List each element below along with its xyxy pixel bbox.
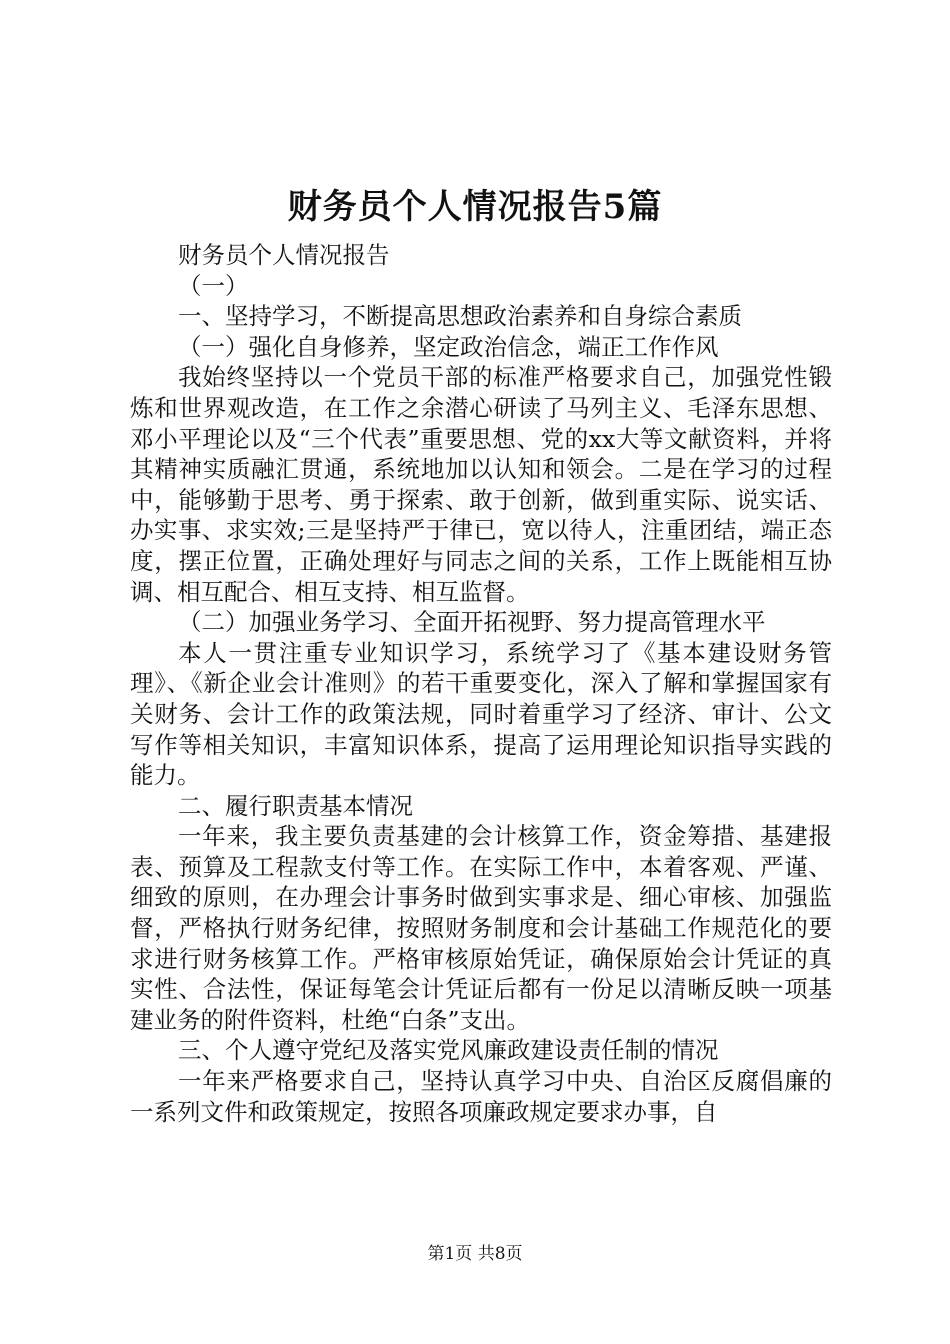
page-footer: 第1页 共8页 [427, 1244, 523, 1264]
paragraph-integrity: 一年来严格要求自己，坚持认真学习中央、自治区反腐倡廉的一系列文件和政策规定，按照各项廉政规定要求办事，自 [130, 1067, 832, 1126]
heading-section-one: 一、坚持学习，不断提高思想政治素养和自身综合素质 [178, 302, 742, 331]
heading-section-two: 二、履行职责基本情况 [178, 791, 413, 820]
heading-section-three: 三、个人遵守党纪及落实党风廉政建设责任制的情况 [178, 1036, 719, 1065]
paragraph-subtitle: 财务员个人情况报告 [178, 241, 390, 269]
paragraph-section-number: （一） [178, 271, 249, 300]
paragraph-duties: 一年来，我主要负责基建的会计核算工作，资金筹措、基建报表、预算及工程款支付等工作。在实际工作中，本着客观、严谨、细致的原则，在办理会计事务时做到实事求是、细心审核、加强监督，严格执行财务纪律，按照财务制度和会计基础工作规范化的要求进行财务核算工作。严格审核原始凭证，确保原始会计凭证的真实性、合法性，保证每笔会计凭证后都有一份足以清晰反映一项基建业务的附件资料，杜绝“白条”支出。 [130, 822, 832, 1034]
heading-subsection-one: （一）强化自身修养，坚定政治信念，端正工作作风 [178, 332, 719, 361]
document-body [130, 240, 832, 1127]
document-title: 财务员个人情况报告5篇 [287, 187, 663, 227]
paragraph-professional-study: 本人一贯注重专业知识学习，系统学习了《基本建设财务管理》、《新企业会计准则》的若干重要变化，深入了解和掌握国家有关财务、会计工作的政策法规，同时着重学习了经济、审计、公文写作等相关知识，丰富知识体系，提高了运用理论知识指导实践的能力。 [130, 638, 832, 790]
heading-subsection-two: （二）加强业务学习、全面开拓视野、努力提高管理水平 [178, 608, 766, 637]
paragraph-self-cultivation: 我始终坚持以一个党员干部的标准严格要求自己，加强党性锻炼和世界观改造，在工作之余潜心研读了马列主义、毛泽东思想、邓小平理论以及“三个代表”重要思想、党的xx大等文献资料，并将其精神实质融汇贯通，系统地加以认知和领会。二是在学习的过程中，能够勤于思考、勇于探索、敢于创新，做到重实际、说实话、办实事、求实效;三是坚持严于律已，宽以待人，注重团结，端正态度，摆正位置，正确处理好与同志之间的关系，工作上既能相互协调、相互配合、相互支持、相互监督。 [130, 363, 832, 606]
